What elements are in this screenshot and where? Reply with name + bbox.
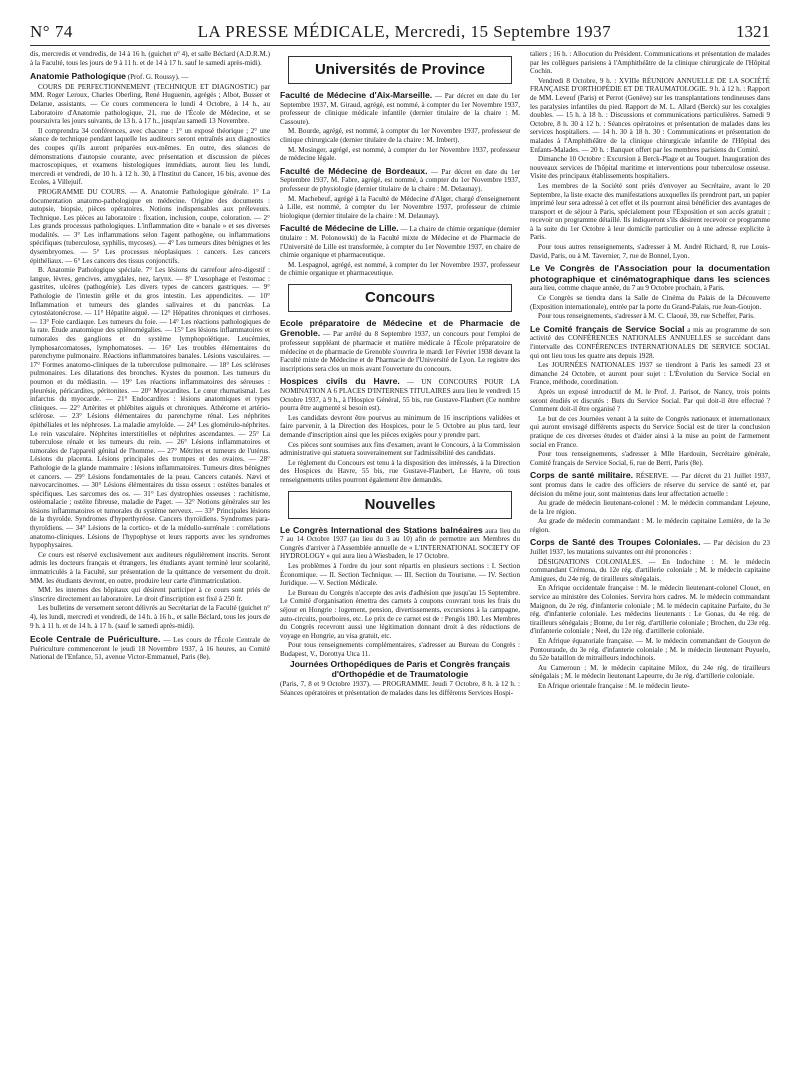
section-title: Ecole Centrale de Puériculture.	[30, 634, 161, 645]
column-3	[530, 50, 770, 1080]
entry-stations	[280, 525, 520, 561]
paragraph: Les membres de la Société sont priés d'envoyer au Secrétaire, avant le 20 Septembre, la liste exacte des manifestations auxquelles ils prendront part, un papier imprimé leur sera adressé à cet effet et ils pourront ainsi bénéficier des avantages de transport et de séjour à Paris, spécialement pour l'Exposition et son accès gratuit ; recevoir un programme détaillé. Ils indiqueront s'ils désirent recevoir ce programme à la suite du 1er Octobre à leur domicile particulier ou à une adresse explicite à Paris.	[530, 181, 770, 242]
article-columns	[30, 50, 770, 1080]
paragraph: Au Cameroun : M. le médecin capitaine Milox, du 24e rég. de tirailleurs sénégalais ; M. le médecin lieutenant Lapeurre, du 3e rég. d'artillerie coloniale.	[530, 663, 770, 681]
paragraph: RÉSERVE. — Par décret du 21 Juillet 1937, sont promus dans le cadre des officiers de réserve du service de santé et, par décision du même jour, sont maintenus dans leur affectation actuelle :	[530, 472, 770, 498]
paragraph: PROGRAMME DU COURS. — A. Anatomie Pathologique générale. 1° La documentation anatomo-pathologique en médecine. Origine des documents : autopsie, biopsie, pièces opératoires. Notions indispensables aux préleveurs. Technique. Les pièces au laboratoire : fixation, inclusion, coupe, coloration. — 2° Les grands processus pathologiques. L'inflammation dite « banale » et ses diverses modalités. — 3° Les inflammations selon l'agent pathogène, ou inflammations spécifiques (tuberculose, syphilis, mycoses). — 4° Les tumeurs dites bénignes et les dysembryomes. — 5° Les processus néoplasiques : cancers. Les cancers épithéliaux. — 6° Les cancers des tissus conjonctifs.	[30, 187, 270, 265]
paragraph: Au grade de médecin commandant : M. le médecin capitaine Lemière, de la 3e région.	[530, 517, 770, 534]
entry-bordeaux	[280, 166, 520, 194]
paragraph: Ce cours est réservé exclusivement aux auditeurs régulièrement inscrits. Seront admis les docteurs français et étrangers, les étudiants ayant terminé leur scolarité, immatriculés à la Faculté, sur présentation de la quittance de versement du droit. MM. les étudiants devront, en outre, produire leur carte d'immatriculation.	[30, 550, 270, 585]
paragraph: Le règlement du Concours est tenu à la disposition des intéressés, à la Direction des Hospices du Havre, 55 bis, rue Gustave-Flaubert, Le Havre, où tous renseignements utiles pourront également être demandés.	[280, 458, 520, 484]
entry-grenoble	[280, 318, 520, 374]
entry-documentation	[530, 263, 770, 293]
entry-title: Corps de Santé des Troupes Coloniales.	[530, 537, 701, 548]
entry-title: Le Congrès International des Stations balnéaires	[280, 524, 483, 535]
paragraph: En Afrique équatoriale française. — M. le médecin commandant de Gouyon de Pontouraude, du 3e rég. d'infanterie coloniale ; M. le médecin lieutenant Puyuelo, du 52e bataillon de mitrailleurs indochinois.	[530, 637, 770, 663]
paragraph: aura lieu, comme chaque année, du 7 au 9 Octobre prochain, à Paris.	[530, 284, 725, 293]
entry-title: Le Ve Congrès de l'Association pour la documentation photographique et cinématographique dans les sciences	[530, 263, 770, 284]
entry-title: Hospices civils du Havre.	[280, 376, 400, 387]
entry-title: Faculté de Médecine d'Aix-Marseille.	[280, 90, 433, 100]
paragraph: — Par arrêté du 8 Septembre 1937, un concours pour l'emploi de professeur suppléant de pharmacie et matière médicale à l'École préparatoire de médecine et de pharmacie de Grenoble s'ouvrira le mardi 1er Février 1938 devant la Faculté mixte de Médecine et de Pharmacie de l'Université de Lyon. Le registre des inscriptions sera clos un mois avant l'ouverture du concours.	[280, 330, 520, 373]
paragraph: DÉSIGNATIONS COLONIALES. — En Indochine : M. le médecin commandant Crémona, du 12e rég. d'artillerie coloniale ; M. le médecin capitaine Amigues, du 24e rég. de tirailleurs sénégalais.	[530, 557, 770, 583]
section-box-universites: Universités de Province	[288, 56, 512, 84]
paragraph: — Par décret en date du 1er Septembre 1937, M. Giraud, agrégé, est nommé, à compter du 1er Novembre 1937, professeur de clinique médicale infantile (dernier titulaire de la chaire : M. Cassoute).	[280, 92, 520, 126]
paragraph: Le but de ces Journées venant à la suite de Congrès nationaux et internationaux qui auront envisagé différents aspects du Service Social est de tirer la conclusion pratique de ces diverses études et d'aider ainsi à la mise au point de l'armement social en France.	[530, 414, 770, 449]
entry-title: Le Comité français de Service Social	[530, 323, 685, 334]
paragraph: — Par décret en date du 1er Septembre 1937, M. Fabre, agrégé, est nommé, à compter du 1er Novembre 1937, professeur de physiologie (dernier titulaire de la chaire : M. Delaunay).	[280, 167, 520, 193]
paragraph: Pour tous renseignements complémentaires, s'adresser au Bureau du Congrès : Budapest, V., Dorottya Utca 11.	[280, 641, 520, 658]
entry-sante-militaire	[530, 470, 770, 498]
paragraph: MM. les internes des hôpitaux qui désirent participer à ce cours sont priés de s'inscrire directement au laboratoire. Le droit d'inscription est fixé à 250 fr.	[30, 586, 270, 603]
paragraph: — Par décision du 23 Juillet 1937, les mutations suivantes ont été prononcées :	[530, 539, 770, 557]
section-heading-puericulture	[30, 634, 270, 662]
paragraph: Au grade de médecin lieutenant-colonel : M. le médecin commandant Lejeune, de la 1re région.	[530, 499, 770, 516]
issue-number: N° 74	[30, 22, 73, 41]
paragraph: Dimanche 10 Octobre : Excursion à Berck-Plage et au Touquet. Inauguration des nouveaux services de l'hôpital maritime et interventions pour tuberculose osseuse. Visite des principaux établissements hospitaliers.	[530, 155, 770, 181]
entry-title: Corps de santé militaire.	[530, 470, 634, 481]
entry-title-ortho: Journées Orthopédiques de Paris et Congrès français d'Orthopédie et de Traumatologie	[289, 659, 511, 680]
paragraph: — La chaire de chimie organique (dernier titulaire : M. Polonowski) de la Faculté mixte de Médecine et de Pharmacie de l'Université de Lille est transformée, à compter du 1er Novembre 1937, en chaire de chimie organique et pharmaceutique.	[280, 225, 520, 260]
column-1	[30, 50, 270, 1080]
paragraph: — UN CONCOURS POUR LA NOMINATION A 6 PLACES D'INTERNES TITULAIRES aura lieu le vendredi 15 Octobre 1937, à 9 h., à l'Hospice Général, 55 bis, rue Gustave-Flaubert (Ce nombre pourra être augmenté si besoin est).	[280, 378, 520, 413]
paragraph: taliers ; 16 h. : Allocution du Président. Communications et présentation de malades par les collègues parisiens à l'Amphithéâtre de la clinique chirurgicale de l'Hôpital Cochin.	[530, 50, 770, 76]
paragraph: COURS DE PERFECTIONNEMENT (TECHNIQUE ET DIAGNOSTIC) par MM. Roger Leroux, Charles Oberling, René Huguenin, agrégés ; Albot, Busser et Delarue, assistants. — Ce cours commencera le lundi 4 Octobre, à 14 h., au Laboratoire d'Anatomie pathologique, 21, rue de l'École de Médecine, et se poursuivra les jours suivants, de 13 h. à 17 h., jusqu'au samedi 13 Novembre.	[30, 82, 270, 126]
entry-aix	[280, 90, 520, 126]
paragraph: M. Lespagnol, agrégé, est nommé, à compter du 1er Novembre 1937, professeur de chimie organique et pharmaceutique.	[280, 260, 520, 278]
paragraph: Il comprendra 34 conférences, avec chacune : 1° un exposé théorique ; 2° une séance de technique pendant laquelle les auditeurs seront entraînés aux diagnostics des coupes qu'ils auront préparées eux-mêmes. En outre, des séances de démonstrations d'autopsie courante, avec présentation et discussion de pièces macroscopiques, et examens histologiques immédiats, auront lieu les lundi, mercredi et vendredi, de 10 h. à 12 h. 30, à l'Institut du Cancer, 16 bis, avenue des Ecoles, à Villejuif.	[30, 126, 270, 187]
paragraph: Les candidats devront être pourvus au minimum de 16 inscriptions validées et faire parvenir, à la Direction des Hospices, pour le 5 Octobre au plus tard, leur demande d'inscription ainsi que les pièces exigées pour y prendre part.	[280, 413, 520, 439]
paragraph: Pour tous autres renseignements, s'adresser à M. André Richard, 8, rue Louis-David, Paris, ou à M. Tavernier, 7, rue de Bonnel, Lyon.	[530, 243, 770, 260]
entry-service-social	[530, 324, 770, 360]
entry-title: Faculté de Médecine de Bordeaux.	[280, 165, 428, 176]
section-box-nouvelles: Nouvelles	[288, 491, 512, 519]
paragraph: Après un exposé introductif de M. le Prof. J. Parisot, de Nancy, trois points seront étudiés et discutés : Buts du Service Social. Par qui doit-il être effectué ? Comment doit-il être organisé ?	[530, 387, 770, 414]
entry-title: Ecole préparatoire de Médecine et de Pharmacie de Grenoble.	[280, 317, 520, 339]
paragraph: Le Bureau du Congrès n'accepte des avis d'adhésion que jusqu'au 15 Septembre. Le Comité d'organisation émettra des carnets à coupons couvrant tous les frais du séjour en Hongrie : logement, pension, divertissements, excursions à la campagne, auto-circuits, pourboires, etc. Le prix de ce carnet est de : Pengös 180. Les Membres du Congrès recevront aussi une légitimation donnant droit à des réductions de voyage en Hongrie, au visa gratuit, etc.	[280, 588, 520, 640]
paragraph: M. Machebeuf, agrégé à la Faculté de Médecine d'Alger, chargé d'enseignement à Lille, est nommé, à compter du 1er Novembre 1937, professeur de chimie biologique (dernier titulaire de la chaire : M. Delaunay).	[280, 194, 520, 220]
entry-troupes-coloniales	[530, 537, 770, 556]
page-number: 1321	[736, 22, 770, 41]
paragraph: dis, mercredis et vendredis, de 14 à 16 h. (guichet n° 4), et salle Béclard (A.D.R.M.) à la Faculté, tous les jours de 9 à 11 h. et de 14 à 17 h. sauf le samedi après-midi).	[30, 50, 270, 67]
paragraph: M. Bourde, agrégé, est nommé, à compter du 1er Novembre 1937, professeur de clinique chirurgicale (dernier titulaire de la chaire : M. Imbert).	[280, 127, 520, 144]
entry-havre	[280, 376, 520, 412]
section-heading-anatomie	[30, 71, 270, 82]
section-title: Anatomie Pathologique	[30, 71, 126, 82]
entry-lille	[280, 223, 520, 259]
page-header	[30, 6, 770, 46]
paragraph: — Les cours de l'École Centrale de Puériculture commenceront le jeudi 18 Novembre 1937, à 16 heures, au Comité National de l'Enfance, 51, avenue Victor-Emmanuel, Paris (8e).	[30, 636, 270, 662]
section-box-concours: Concours	[288, 284, 512, 312]
paragraph: a mis au programme de son activité des CONFÉRENCES NATIONALES ANNUELLES se succédant dans l'intervalle des CONFÉRENCES INTERNATIONALES DE SERVICE SOCIAL qui ont lieu tous les quatre ans depuis 1928.	[530, 325, 770, 360]
paragraph: Pour tous renseignements, s'adresser à M. C. Claoué, 39, rue Scheffer, Paris.	[538, 312, 755, 321]
paragraph: En Afrique orientale française : M. le médecin lieute-	[538, 681, 690, 690]
masthead-title: LA PRESSE MÉDICALE, Mercredi, 15 Septembre 1937	[197, 22, 612, 41]
column-2	[280, 50, 520, 1080]
paragraph: Pour tous renseignements, s'adresser à Mlle Hardouin, Secrétaire générale, Comité français de Service Social, 6, rue de Berri, Paris (8e).	[530, 450, 770, 467]
paragraph: Vendredi 8 Octobre, 9 h. : XVIIIe RÉUNION ANNUELLE DE LA SOCIÉTÉ FRANÇAISE D'ORTHOPÉDIE ET DE TRAUMATOLOGIE. 9 h. à 12 h. : Rapport de MM. Leveuf (Paris) et Perrot (Genève) sur les transplantations tendineuses dans les paralysies infantiles du pied. Rapport de M. L. Allard (Berck) sur les coxalgies doubles. — 15 h. à 18 h. : Discussions et communications particulières. Samedi 9 Octobre, 8 h. 30 à 12 h. : Séances opératoires et présentation de malades dans les services hospitaliers. — 14 h. 30 à 18 h. 30 : Communications et présentation de malades à l'Amphithéâtre de la clinique chirurgicale infantile de l'Hôpital des Enfants-Malades. — 20 h. : Banquet offert par les membres parisiens du Comité.	[530, 76, 770, 154]
paragraph: Les JOURNÉES NATIONALES 1937 se tiendront à Paris les samedi 23 et dimanche 24 Octobre, et auront pour sujet : L'Évolution du Service Social en France, méthode, coordination.	[530, 361, 770, 387]
paragraph: Les bulletins de versement seront délivrés au Secrétariat de la Faculté (guichet n° 4), les lundi, mercredi et vendredi, de 14 h. à 16 h., et salle Béclard, tous les jours de 9 h. à 11 h. et de 14 h. à 17 h. (sauf le samedi après-midi).	[30, 604, 270, 630]
paragraph: B. Anatomie Pathologique spéciale. 7° Les lésions du carrefour aéro-digestif : langue, lèvres, gencives, amygdales, nez, larynx. — 8° L'œsophage et l'estomac : gastrites, ulcères (pathogénie). Les divers types de cancers gastriques. — 9° Pathologie de l'intestin grêle et du gros intestin. Les appendicites. — 10° Inflammation et tumeurs des glandes salivaires et du pancréas. La cytostéatonécrose. — 11° Hépatite aiguë. — 12° Hépatites chroniques et cirrhoses. — 13° Foie cardiaque. Les tumeurs du foie. — 14° Les réactions pathologiques de la rate. Étude anatomique des splénomégalies. — 15° Les lésions inflammatoires et tumorales des ganglions et du système lymphopoïétique. Leucémies, lymphosarcomatoses, lymphomatoses. — 16° Les troubles élémentaires du parenchyme pulmonaire. Réactions inflammatoires banales. Lésions vasculaires. — 17° Formes anatomo-cliniques de la tuberculose pulmonaire. — 18° Les scléroses pulmonaires. Les dilatations des bronches. Kystes du poumon. Les tumeurs du poumon et du médiastin. — 19° Les réactions inflammatoires des séreuses : pleurésie, péricardites, péritonites. — 20° Myocardites. Le cœur rhumatismal. Les infarctus du myocarde. — 21° Endocardites : lésions anatomiques et types cliniques. — 22° Artérites et phlébites aiguës et chroniques. Athérome et artério-sclérose. — 23° Lésions élémentaires du parenchyme rénal. Les néphrites épithéliales et les néphroses. La maladie amyloïde. — 24° Les glomérulo-néphrites. Le rein vasculaire. Néphrites interstitielles et néphrites ascendantes. — 25° La tuberculose rénale et les tumeurs du rein. — 26° Lésions inflammatoires et tumorales de l'appareil génital de l'homme. — 27° Métrites et tumeurs de l'utérus. Lésions du placenta. Lésions principales des trompes et des ovaires. — 28° Pathologie de la glande mammaire : lésions inflammatoires. Tumeurs dites bénignes et cancers. — 29° Lésions fondamentales de la peau. Cancers cutanés. Nævi et nævocarcinomes. — 30° Lésions élémentaires du tissu osseux : ostéites banales et spécifiques. Les sarcomes des os. — 31° Les dystrophies osseuses : rachitisme, ostéomalacie ; ostéite fibreuse, maladie de Paget. — 32° Notions générales sur les lésions inflammatoires et tumorales du système nerveux. — 33° Principales lésions de la thyroïde. Syndromes d'hyperthyréose. Cancers thyroïdiens. Syndromes para-thyroïdiens. — 34° Lésions de la cortico- et de la médullo-surrénale : corrélations anatomo-cliniques. Lésions de l'hypophyse et leurs rapports avec les syndromes hypophysaires.	[30, 266, 270, 550]
section-subtitle: (Prof. G. Roussy). —	[127, 73, 189, 82]
newspaper-page	[0, 6, 800, 1088]
entry-title: Faculté de Médecine de Lille.	[280, 223, 399, 234]
paragraph: (Paris, 7, 8 et 9 Octobre 1937). — PROGRAMME. Jeudi 7 Octobre, 8 h. à 12 h. : Séances opératoires et présentation de malades dans les différents Services Hospi-	[280, 680, 520, 698]
paragraph: En Afrique occidentale française : M. le médecin lieutenant-colonel Clouet, en service au ministère des Colonies. Servira hors cadres. M. le médecin commandant Maignon, du 2e rég. d'infanterie coloniale ; M. le médecin capitaine Parfaite, du 3e rég. d'infanterie coloniale. Les médecins lieutenants : Le Gonas, du 4e rég. de tirailleurs sénégalais ; Bonne, du 1er rég. d'artillerie coloniale ; Brochen, du 23e rég. d'infanterie coloniale ; Neel, du 12e rég. d'artillerie coloniale.	[530, 584, 770, 636]
paragraph: M. Mosinger, agrégé, est nommé, à compter du 1er Novembre 1937, professeur de médecine légale.	[280, 145, 520, 163]
paragraph: Les problèmes à l'ordre du jour sont répartis en plusieurs sections : I. Section Économique. — II. Section Technique. — III. Section du Tourisme. — IV. Section Juridique. — V. Section Médicale.	[280, 561, 520, 588]
paragraph: Ce Congrès se tiendra dans la Salle de Cinéma du Palais de la Découverte (Exposition internationale), entrée par la porte du Grand-Palais, rue Jean-Goujon.	[530, 294, 770, 311]
paragraph: aura lieu du 7 au 14 Octobre 1937 (au lieu du 3 au 10) afin de permettre aux Membres du Congrès d'arriver à l'Assemblée annuelle de « L'INTERNATIONAL SOCIETY OF HYDROLOGY » qui aura lieu à Wiesbaden, le 17 Octobre.	[280, 526, 520, 561]
paragraph: Ces pièces sont soumises aux fins d'examen, avant le Concours, à la Commission administrative qui statuera souverainement sur l'admissibilité des candidats.	[280, 440, 520, 458]
